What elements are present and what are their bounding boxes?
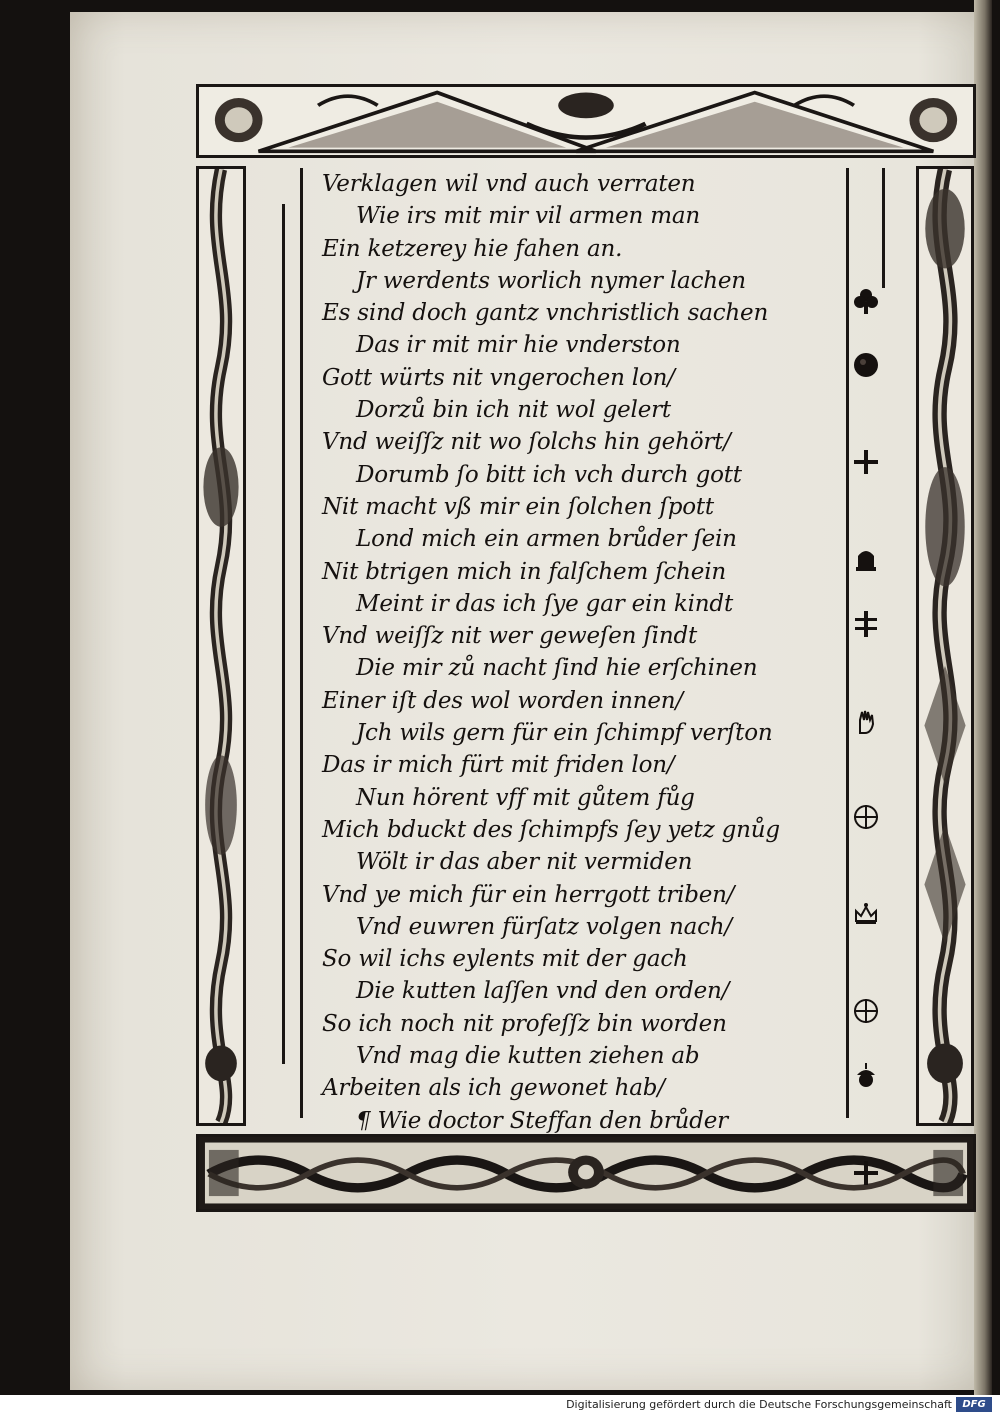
poem-line: Vnd weiſſz nit wer geweſen ſindt <box>322 623 698 650</box>
poem-line: Nit btrigen mich in falſchem ſchein <box>322 558 726 585</box>
filled-circle-icon <box>846 345 886 385</box>
poem-line: Vnd mag die kutten ziehen ab <box>356 1043 700 1070</box>
page-edge-shadow <box>974 0 992 1395</box>
poem-line: Vnd ye mich für ein herrgott triben/ <box>322 881 735 908</box>
cross-icon <box>846 442 886 482</box>
right-rule-outer <box>882 168 885 288</box>
poem-line: Vnd weiſſz nit wo ſolchs hin gehört/ <box>322 429 731 456</box>
poem-line: Jch wils gern für ein ſchimpf verſton <box>356 720 773 747</box>
circled-cross-icon <box>846 797 886 837</box>
poem-line: Mich bduckt des ſchimpfs ſey yetz gnůg <box>322 816 780 843</box>
footer-bar <box>0 1395 1000 1415</box>
poem-line: Ein ketzerey hie fahen an. <box>322 235 623 262</box>
poem-line: Einer iſt des wol worden innen/ <box>322 687 683 714</box>
poem-line: So ich noch nit profeſſz bin worden <box>322 1010 727 1037</box>
poem-line: Es sind doch gantz vnchristlich sachen <box>322 300 769 327</box>
left-rule-outer <box>282 204 285 1064</box>
poem-line: Meint ir das ich ſye gar ein kindt <box>356 590 733 617</box>
poem-line: Wölt ir das aber nit vermiden <box>356 849 693 876</box>
poem-text-block <box>322 168 842 1137</box>
bell-icon <box>846 539 886 579</box>
poem-line: Nun hörent vff mit gůtem fůg <box>356 784 695 811</box>
dfg-logo: DFG <box>956 1397 992 1412</box>
footer-credit: Digitalisierung gefördert durch die Deutsche Forschungsgemeinschaft <box>566 1398 952 1411</box>
poem-line: Vnd euwren fürſatz volgen nach/ <box>356 913 732 940</box>
poem-line: Verklagen wil vnd auch verraten <box>322 171 696 197</box>
club-icon <box>846 281 886 321</box>
cross-icon <box>846 1153 886 1193</box>
poem-line: Wie irs mit mir vil armen man <box>356 203 700 230</box>
poem-line: Die kutten laſſen vnd den orden/ <box>356 978 730 1005</box>
poem-line: Gott würts nit vngerochen lon/ <box>322 364 675 391</box>
acorn-icon <box>846 1056 886 1096</box>
hand-icon <box>846 701 886 741</box>
poem-line: Dorzů bin ich nit wol gelert <box>356 397 671 424</box>
crown-icon <box>846 894 886 934</box>
poem-line: Lond mich ein armen brůder ſein <box>356 526 737 553</box>
poem-line: Arbeiten als ich gewonet hab/ <box>322 1075 665 1102</box>
border-left-ornament-icon <box>199 169 243 1123</box>
poem-line: So wil ichs eylents mit der gach <box>322 946 688 973</box>
woodcut-border-left <box>196 166 246 1126</box>
woodcut-border-right <box>916 166 974 1126</box>
poem-line: Jr werdents worlich nymer lachen <box>356 267 746 294</box>
poem-line: ¶ Wie doctor Steffan den brůder <box>356 1107 728 1134</box>
poem-line: Die mir zů nacht ſind hie erſchinen <box>356 655 758 682</box>
border-top-ornament-icon <box>199 87 973 155</box>
left-rule-inner <box>300 168 303 1118</box>
poem-line: Nit macht vß mir ein ſolchen ſpott <box>322 493 714 520</box>
border-right-ornament-icon <box>919 169 971 1123</box>
circled-cross-icon <box>846 991 886 1031</box>
poem-line: Das ir mit mir hie vnderston <box>356 332 681 359</box>
woodcut-border-top <box>196 84 976 158</box>
poem-line: Das ir mich fürt mit friden lon/ <box>322 752 675 779</box>
poem-line: Dorumb ſo bitt ich vch durch gott <box>356 461 742 488</box>
double-cross-icon <box>846 604 886 644</box>
